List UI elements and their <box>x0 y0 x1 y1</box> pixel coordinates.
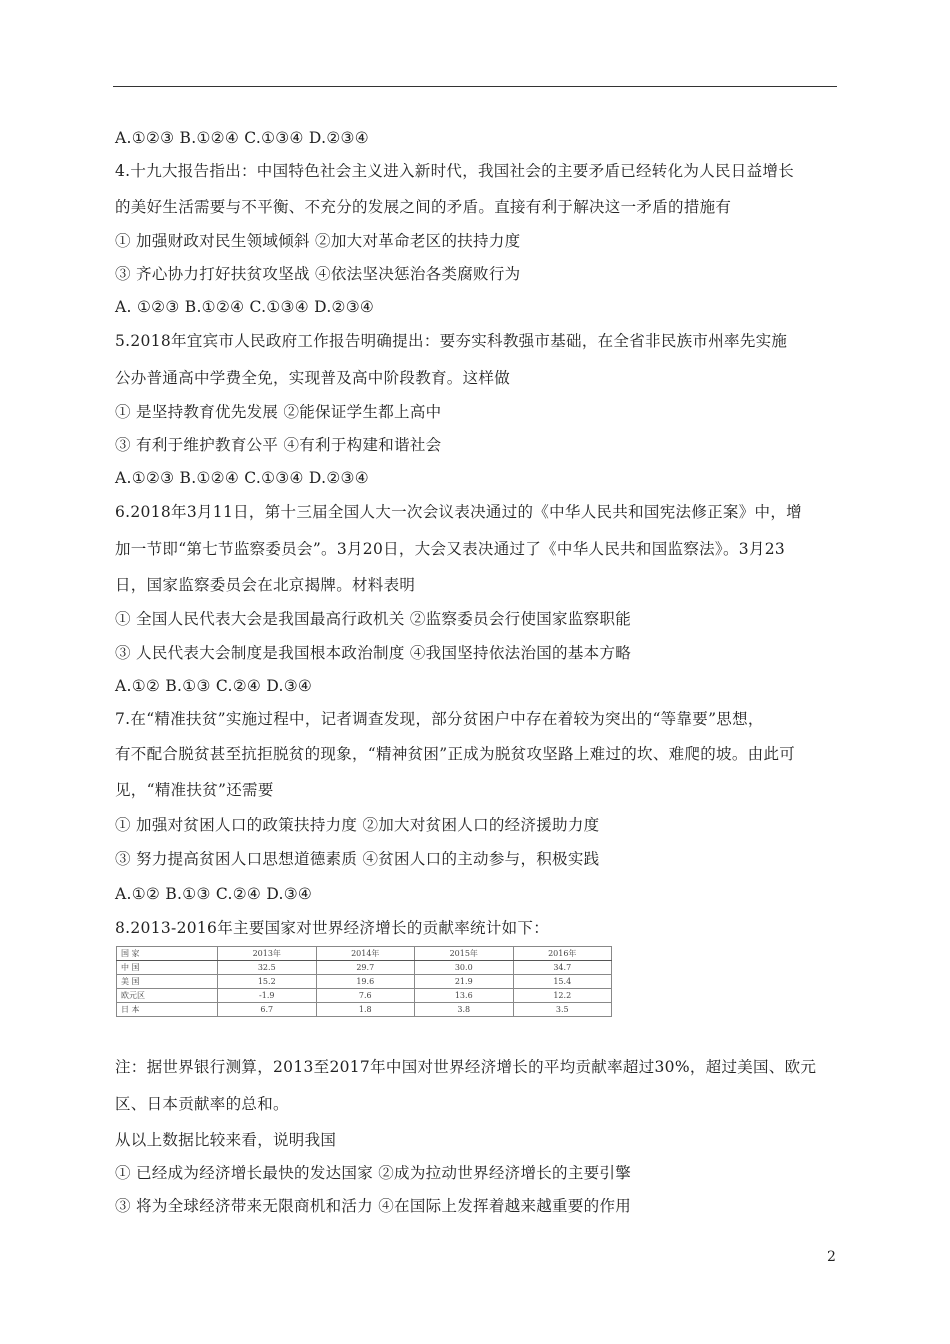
text-line: A.①②③ B.①②④ C.①③④ D.②③④ <box>115 469 369 487</box>
text-line: 从以上数据比较来看，说明我国 <box>115 1131 337 1149</box>
text-line: ③ 齐心协力打好扶贫攻坚战 ④依法坚决惩治各类腐败行为 <box>115 265 521 283</box>
table-cell: 30.0 <box>415 961 514 975</box>
table-cell: 美 国 <box>117 975 218 989</box>
text-line: 公办普通高中学费全免，实现普及高中阶段教育。这样做 <box>115 369 511 387</box>
table-cell: 19.6 <box>316 975 415 989</box>
text-line: ③ 人民代表大会制度是我国根本政治制度 ④我国坚持依法治国的基本方略 <box>115 644 632 662</box>
table-cell: 21.9 <box>415 975 514 989</box>
table-cell: 中 国 <box>117 961 218 975</box>
table-header-cell: 国 家 <box>117 947 218 961</box>
text-line: 见，“精准扶贫”还需要 <box>115 781 274 799</box>
text-line: ① 已经成为经济增长最快的发达国家 ②成为拉动世界经济增长的主要引擎 <box>115 1164 632 1182</box>
table-cell: 12.2 <box>513 989 612 1003</box>
table-cell: 3.8 <box>415 1003 514 1017</box>
table-header-cell: 2016年 <box>513 947 612 961</box>
text-line: ① 全国人民代表大会是我国最高行政机关 ②监察委员会行使国家监察职能 <box>115 610 632 628</box>
text-line: A.①②③ B.①②④ C.①③④ D.②③④ <box>115 129 369 147</box>
text-line: 的美好生活需要与不平衡、不充分的发展之间的矛盾。直接有利于解决这一矛盾的措施有 <box>115 198 732 216</box>
table-cell: 日 本 <box>117 1003 218 1017</box>
table-header-cell: 2015年 <box>415 947 514 961</box>
text-line: 4.十九大报告指出：中国特色社会主义进入新时代，我国社会的主要矛盾已经转化为人民日益增长 <box>115 162 794 180</box>
text-line: 区、日本贡献率的总和。 <box>115 1095 289 1113</box>
table-row <box>117 975 612 989</box>
table-row <box>117 961 612 975</box>
header-rule <box>113 86 837 87</box>
table-cell: 32.5 <box>218 961 317 975</box>
table-cell: 15.2 <box>218 975 317 989</box>
table-cell: 34.7 <box>513 961 612 975</box>
text-line: A.①② B.①③ C.②④ D.③④ <box>115 677 313 695</box>
table-cell: 1.8 <box>316 1003 415 1017</box>
text-line: 5.2018年宜宾市人民政府工作报告明确提出：要夯实科教强市基础，在全省非民族市州率先实施 <box>115 332 788 350</box>
text-line: ① 加强财政对民生领域倾斜 ②加大对革命老区的扶持力度 <box>115 232 521 250</box>
text-line: 8.2013-2016年主要国家对世界经济增长的贡献率统计如下： <box>115 919 550 937</box>
text-line: 注：据世界银行测算，2013至2017年中国对世界经济增长的平均贡献率超过30%，超过美国、欧元 <box>115 1058 817 1076</box>
text-line: 有不配合脱贫甚至抗拒脱贫的现象，“精神贫困”正成为脱贫攻坚路上难过的坎、难爬的坡。由此可 <box>115 745 796 763</box>
text-line: ③ 有利于维护教育公平 ④有利于构建和谐社会 <box>115 436 442 454</box>
text-line: 7.在“精准扶贫”实施过程中，记者调查发现，部分贫困户中存在着较为突出的“等靠要”思想， <box>115 710 764 728</box>
text-line: 加一节即“第七节监察委员会”。3月20日，大会又表决通过了《中华人民共和国监察法》。3月23 <box>115 540 786 558</box>
contribution-table <box>116 946 612 1017</box>
text-line: 日，国家监察委员会在北京揭牌。材料表明 <box>115 576 416 594</box>
text-line: ③ 努力提高贫困人口思想道德素质 ④贫困人口的主动参与，积极实践 <box>115 850 600 868</box>
text-line: A.①② B.①③ C.②④ D.③④ <box>115 885 313 903</box>
table-cell: 欧元区 <box>117 989 218 1003</box>
text-line: A. ①②③ B.①②④ C.①③④ D.②③④ <box>115 298 375 316</box>
table-cell: -1.9 <box>218 989 317 1003</box>
table-cell: 13.6 <box>415 989 514 1003</box>
table-row <box>117 989 612 1003</box>
table-header-cell: 2013年 <box>218 947 317 961</box>
table-cell: 29.7 <box>316 961 415 975</box>
table-cell: 3.5 <box>513 1003 612 1017</box>
text-line: 6.2018年3月11日，第十三届全国人大一次会议表决通过的《中华人民共和国宪法修正案》中，增 <box>115 503 802 521</box>
page-number: 2 <box>827 1249 836 1265</box>
table-cell: 7.6 <box>316 989 415 1003</box>
table-header-cell: 2014年 <box>316 947 415 961</box>
table-cell: 6.7 <box>218 1003 317 1017</box>
text-line: ③ 将为全球经济带来无限商机和活力 ④在国际上发挥着越来越重要的作用 <box>115 1197 632 1215</box>
table-header-row <box>117 947 612 961</box>
table-cell: 15.4 <box>513 975 612 989</box>
text-line: ① 是坚持教育优先发展 ②能保证学生都上高中 <box>115 403 442 421</box>
table-row <box>117 1003 612 1017</box>
text-line: ① 加强对贫困人口的政策扶持力度 ②加大对贫困人口的经济援助力度 <box>115 816 600 834</box>
